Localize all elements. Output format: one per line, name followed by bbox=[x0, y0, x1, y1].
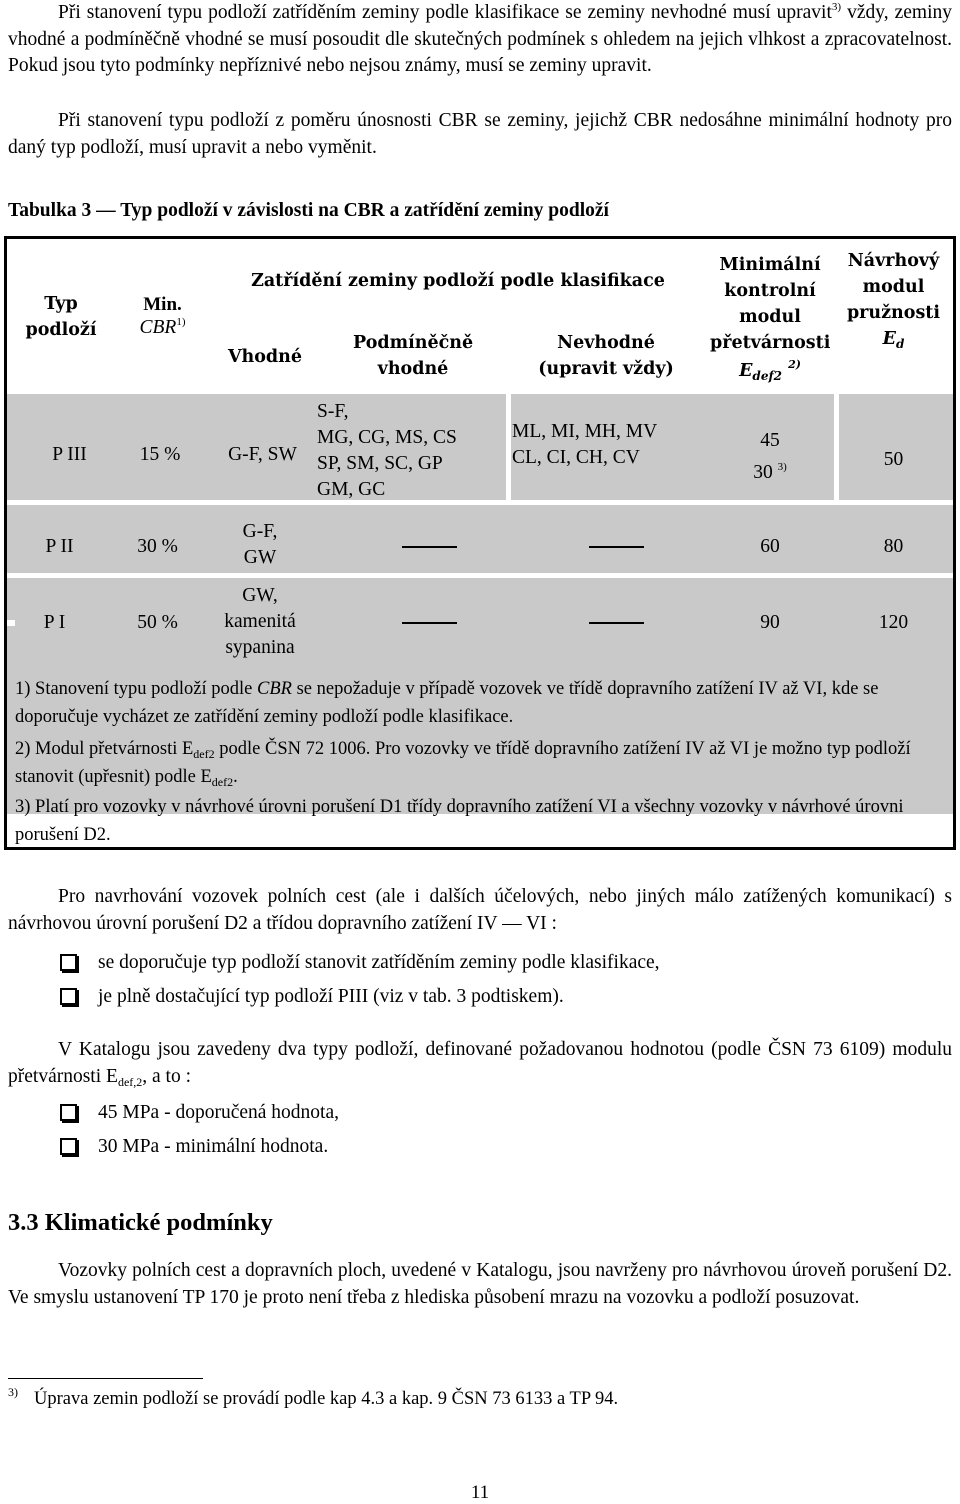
row-separator bbox=[7, 573, 953, 578]
paragraph-5: Vozovky polních cest a dopravních ploch, uvedené v Katalogu, jsou navrženy pro návrhovou úroveň porušení D2. Ve smyslu ustanovení TP 170 je proto není třeba z hlediska působení mrazu na vozovku a podloží posuzovat. bbox=[8, 1260, 952, 1308]
row-pii-podminecne-dash bbox=[402, 546, 457, 548]
header-nevhodne: Nevhodné (upravit vždy) bbox=[538, 333, 674, 379]
row-pii-nevhodne-dash bbox=[589, 546, 644, 548]
row-piii-edef: 45 30 $^{3)}$ bbox=[753, 429, 787, 483]
row-pi-cbr: 50 % bbox=[137, 611, 178, 633]
row-piii-cbr: 15 % bbox=[139, 443, 181, 465]
header-modul-pretvarnosti: Minimální kontrolní modul přetvárnosti $E_{def2}$ $^{2)}$ bbox=[710, 254, 831, 383]
intro-paragraph-1: Při stanovení typu podloží zatříděním zeminy podle klasifikace se zeminy nevhodné musí upravit$^{3)}$ vždy, zeminy vhodné a podmíněčně vhodné se musí posoudit dle skutečných podmínek s ohledem na jejich vlhkost a zpracovatelnost. Pokud jsou tyto podmínky nepříznivé nebo nejsou známy, musí se zeminy upravit. bbox=[8, 1, 952, 76]
footnote-divider bbox=[8, 1378, 203, 1379]
row-pii-cbr: 30 % bbox=[137, 535, 178, 557]
paragraph-3: Pro navrhování vozovek polních cest (ale i dalších účelových, nebo jiných málo zatížených komunikací) s návrhovou úrovní porušení D2 a třídou dopravního zatížení IV — VI : bbox=[8, 886, 952, 934]
header-zatrideni: Zatřídění zeminy podloží podle klasifikace bbox=[251, 271, 665, 291]
row-pii-typ: P II bbox=[45, 535, 74, 557]
paragraph-4: V Katalogu jsou zavedeny dva typy podloží, definované požadovanou hodnotou (podle ČSN 73 6109) modulu přetvárnosti $E_{def,2}$, a to : bbox=[8, 1039, 952, 1089]
intro-paragraph-2: Při stanovení typu podloží z poměru únosnosti CBR se zeminy, jejichž CBR nedosáhne minimální hodnoty pro daný typ podloží, musí upravit a nebo vyměnit. bbox=[8, 110, 952, 158]
row-pi-podminecne-dash bbox=[402, 622, 457, 624]
header-podminecne: Podmíněčně vhodné bbox=[353, 333, 474, 379]
checkbox-bullet-icon bbox=[60, 1138, 77, 1155]
row-pi-edef: 90 bbox=[760, 611, 780, 633]
page-number: 11 bbox=[470, 1482, 490, 1503]
row-pi-ed: 120 bbox=[878, 611, 909, 633]
row-pii-edef: 60 bbox=[760, 535, 780, 557]
table-header bbox=[7, 239, 953, 394]
row-pii-ed: 80 bbox=[883, 535, 904, 557]
row-pii-vhodne: G-F, GW bbox=[242, 521, 278, 568]
table-note-1: 1) Stanovení typu podloží podle CBR se nepožaduje v případě vozovek ve třídě dopravního zatížení IV až VI, kde se doporučuje vycházet ze zatřídění zeminy podloží podle klasifikace. bbox=[15, 679, 879, 727]
checkbox-bullet-icon bbox=[60, 988, 77, 1005]
header-typ: Typ podloží bbox=[25, 293, 97, 340]
row-piii-vhodne: G-F, SW bbox=[228, 443, 297, 465]
checkbox-bullet-icon bbox=[60, 1104, 77, 1121]
row-piii-typ: P III bbox=[52, 443, 87, 465]
table-note-2: 2) Modul přetvárnosti $E_{def2}$ podle ČSN 72 1006. Pro vozovky ve třídě dopravního zatížení IV až VI je možno typ podloží stanovit (upřesnit) podle $E_{def2}$. bbox=[15, 739, 911, 789]
list-item: 45 MPa - doporučená hodnota, bbox=[60, 1100, 339, 1126]
row-pi-typ: P I bbox=[43, 611, 66, 633]
checkbox-bullet-icon bbox=[60, 954, 77, 971]
header-vhodne: Vhodné bbox=[227, 346, 303, 367]
subgrade-table bbox=[4, 236, 956, 850]
list-item: je plně dostačující typ podloží PIII (viz v tab. 3 podtiskem). bbox=[60, 984, 564, 1010]
section-heading: 3.3 Klimatické podmínky bbox=[8, 1209, 273, 1236]
header-navrhovy-modul: Návrhový modul pružnosti $E_d$ bbox=[846, 251, 941, 351]
row-pi-nevhodne-dash bbox=[589, 622, 644, 624]
header-min-cbr: Min. CBR$^{1)}$ bbox=[139, 293, 186, 338]
row-piii-ed: 50 bbox=[883, 448, 904, 470]
row-piii-podminecne: S-F, MG, CG, MS, CS SP, SM, SC, GP GM, GC bbox=[317, 401, 457, 500]
footnote: $^{3)}$ Úprava zemin podloží se provádí podle kap 4.3 a kap. 9 ČSN 73 6133 a TP 94. bbox=[8, 1385, 619, 1409]
table-caption: Tabulka 3 — Typ podloží v závislosti na CBR a zatřídění zeminy podloží bbox=[8, 200, 609, 221]
row-piii-nevhodne: ML, MI, MH, MV CL, CI, CH, CV bbox=[512, 421, 658, 468]
row-pi-vhodne: GW, kamenitá sypanina bbox=[224, 585, 296, 658]
table-note-3: 3) Platí pro vozovky v návrhové úrovni porušení D1 třídy dopravního zatížení VI a všechny vozovky v návrhové úrovni porušení D2. bbox=[15, 797, 904, 845]
list-item: se doporučuje typ podloží stanovit zatříděním zeminy podle klasifikace, bbox=[60, 950, 660, 976]
list-item: 30 MPa - minimální hodnota. bbox=[60, 1134, 328, 1160]
